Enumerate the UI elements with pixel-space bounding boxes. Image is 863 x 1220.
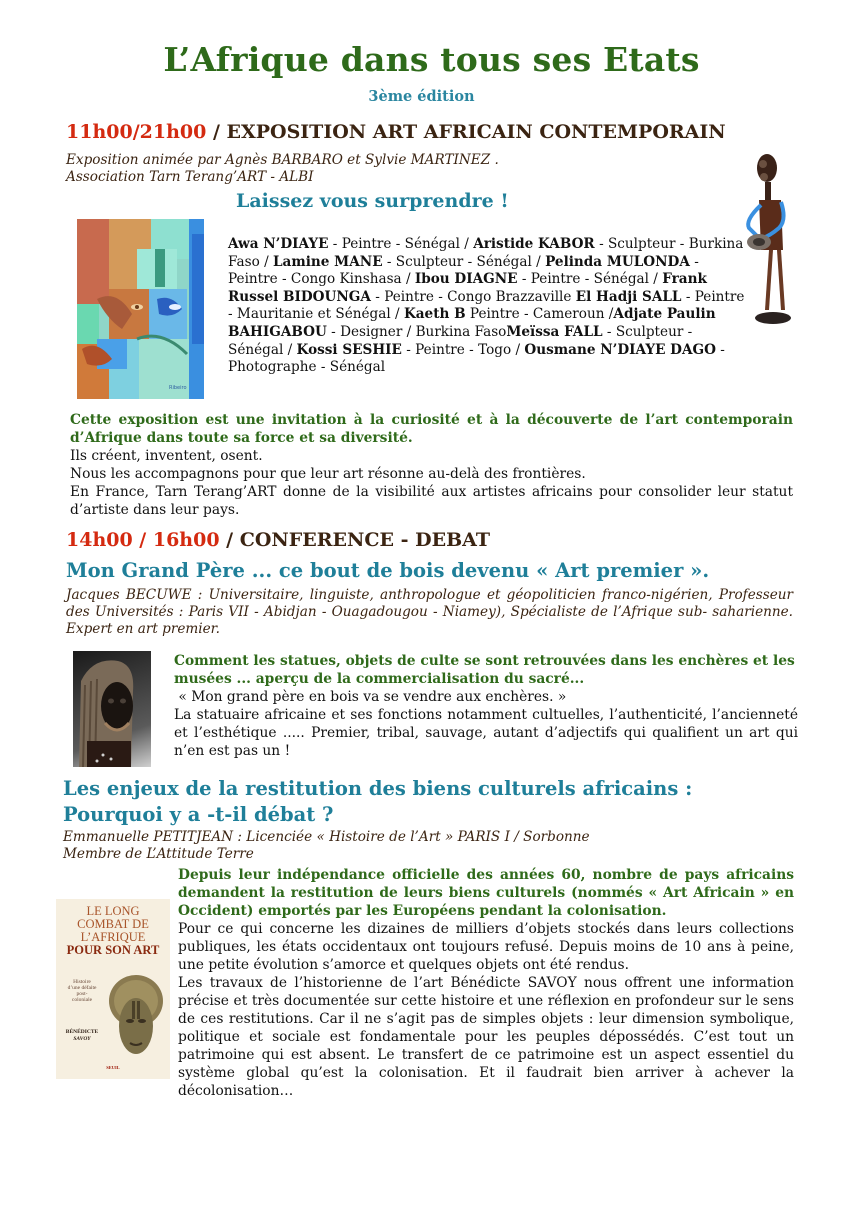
book-author-last: SAVOY — [73, 1036, 91, 1042]
artist-name: Ousmane N’DIAYE DAGO — [524, 341, 716, 358]
book-author — [58, 1029, 106, 1043]
artist-entry — [297, 342, 525, 358]
book-subtitle-line: post- — [76, 991, 88, 997]
exposition-hosts — [66, 152, 499, 186]
exposition-description — [70, 411, 793, 519]
artist-name: El Hadji SALL — [575, 288, 682, 305]
talk1-title: Mon Grand Père ... ce bout de bois devenu « Art premier ». — [66, 559, 710, 582]
talk2-speaker — [63, 829, 590, 863]
exposition-line-3: En France, Tarn Terang’ART donne de la visibilité aux artistes africains pour consolider leur statut d’artiste dans leur pays. — [70, 484, 793, 518]
artist-entry — [404, 306, 613, 322]
exposition-intro: Cette exposition est une invitation à la curiosité et à la découverte de l’art contemporain d’Afrique dans toute sa force et sa diversité. — [70, 412, 793, 446]
book-subtitle-line: Histoire — [73, 979, 91, 985]
exposition-line-2: Nous les accompagnons pour que leur art résonne au-delà des frontières. — [70, 466, 586, 482]
talk2-lead: Depuis leur indépendance officielle des années 60, nombre de pays africains demandent la restitution de leurs biens culturels (nommés « Art Africain » en Occident) emportés par les Européens pendant la colonisation. — [178, 867, 794, 919]
exposition-tagline: Laissez vous surprendre ! — [236, 190, 509, 212]
heading-separator: / — [206, 121, 227, 143]
artist-name: Aristide KABOR — [473, 236, 595, 252]
exposition-line-1: Ils créent, inventent, osent. — [70, 448, 263, 464]
talk2-speaker-line-1: Emmanuelle PETITJEAN : Licenciée « Histoire de l’Art » PARIS I / Sorbonne — [63, 829, 590, 845]
bronze-head-icon — [106, 971, 166, 1067]
book-subtitle-line: d’une défaite — [67, 985, 97, 991]
artists-list — [228, 236, 748, 377]
abstract-painting-image — [77, 219, 204, 399]
artist-entry — [228, 236, 473, 252]
edition-subtitle: 3ème édition — [368, 88, 475, 105]
artist-name: Adjate Paulin BAHIGABOU — [228, 306, 716, 340]
artist-name: Frank Russel BIDOUNGA — [228, 271, 707, 305]
hosts-line-1: Exposition animée par Agnès BARBARO et Sylvie MARTINEZ . — [66, 152, 499, 168]
artist-desc: - Peintre - Congo Brazzaville — [370, 288, 576, 305]
artist-desc: Peintre - Cameroun / — [465, 306, 614, 323]
artist-desc: - Peintre - Congo Kinshasa / — [228, 253, 699, 288]
mask-icon — [73, 651, 151, 767]
talk2-title-line-1: Les enjeux de la restitution des biens culturels africains : — [63, 777, 693, 800]
book-subtitle-line: coloniale — [71, 997, 93, 1003]
artist-name: Lamine MANE — [273, 253, 383, 270]
artist-desc: - Peintre - Mauritanie et Sénégal / — [228, 288, 745, 323]
artist-desc: - Peintre - Sénégal / — [517, 271, 663, 288]
book-subtitle — [58, 979, 106, 1003]
talk2-para-1: Pour ce qui concerne les dizaines de milliers d’objets stockés dans leurs collections publiques, les états occidentaux ont toujours refusé. Depuis moins de 10 ans à peine, une petite évolution s’amorce et quelques objets ont été rendus. — [178, 921, 794, 973]
conference-title: CONFERENCE - DEBAT — [239, 529, 490, 551]
book-title-line: L’AFRIQUE — [80, 930, 146, 944]
exposition-time: 11h00/21h00 — [66, 121, 207, 143]
exposition-title: EXPOSITION ART AFRICAIN CONTEMPORAIN — [226, 121, 726, 143]
book-title-line: COMBAT DE — [77, 917, 149, 931]
talk1-lead: Comment les statues, objets de culte se sont retrouvées dans les enchères et les musées ... aperçu de la commercialisation du sacré... — [174, 653, 795, 687]
talk1-body: La statuaire africaine et ses fonctions notamment cultuelles, l’authenticité, l’ancienneté et l’esthétique ..... Premier, tribal, sauvage, autant d’adjectifs qui qualifient un art qui n’en est pas un ! — [174, 707, 798, 759]
artist-name: Awa N’DIAYE — [228, 236, 329, 252]
hosts-line-2: Association Tarn Terang’ART - ALBI — [66, 169, 314, 185]
conference-time: 14h00 / 16h00 — [66, 529, 220, 551]
book-title — [56, 905, 170, 957]
artist-desc: - Designer / Burkina Faso — [326, 323, 507, 340]
artist-desc: - Sculpteur - Sénégal / — [382, 253, 546, 270]
talk1-speaker: Jacques BECUWE : Universitaire, linguiste, anthropologue et géopoliticien franco-nigérien, Professeur des Universités : Paris VII - Abidjan - Ouagadougou - Niamey), Spécialiste de l’Afrique sub- saharienne. Expert en art premier. — [66, 587, 793, 637]
exposition-heading — [66, 121, 726, 143]
talk1-description — [174, 652, 798, 760]
artist-name: Kossi SESHIE — [296, 341, 402, 358]
artist-desc: - Photographe - Sénégal — [228, 341, 725, 376]
artist-entry — [415, 271, 662, 287]
african-mask-image — [73, 651, 151, 767]
artist-name: Pelinda MULONDA — [545, 253, 690, 270]
heading-separator: / — [219, 529, 240, 551]
talk2-para-2: Les travaux de l’historienne de l’art Bénédicte SAVOY nous offrent une information précise et très documentée sur cette histoire et une réflexion en profondeur sur le sens de ces restitutions. Car il ne s’agit pas de simples objets : leur dimension symbolique, politique et sociale est fondamentale pour les peuples dépossédés. C’est tout un patrimoine qui est absent. Le transfert de ce patrimoine est un aspect essentiel du système global qu’est la colonisation. Et il faudrait bien arriver à achever la décolonisation… — [178, 975, 794, 1099]
artist-entry — [273, 254, 545, 270]
talk2-speaker-line-2: Membre de L’Attitude Terre — [63, 846, 254, 862]
talk2-title-line-2: Pourquoi y a -t-il débat ? — [63, 803, 334, 826]
book-title-bold: POUR SON ART — [66, 943, 160, 957]
book-title-line: LE LONG — [86, 904, 140, 918]
artist-name: Meïssa FALL — [506, 323, 603, 340]
artist-desc: - Peintre - Togo / — [401, 341, 525, 358]
painting-icon — [77, 219, 204, 399]
book-author-first: BÉNÉDICTE — [65, 1029, 99, 1035]
talk2-title — [63, 776, 692, 828]
artist-desc: - Sculpteur - Burkina Faso / — [228, 236, 744, 270]
artist-name: Ibou DIAGNE — [414, 271, 518, 288]
artist-desc: - Peintre - Sénégal / — [328, 236, 474, 252]
artist-name: Kaeth B — [403, 306, 466, 323]
talk1-quote: « Mon grand père en bois va se vendre aux enchères. » — [174, 689, 567, 705]
book-cover-image — [56, 899, 170, 1079]
artist-desc: - Sculpteur - Sénégal / — [228, 323, 693, 358]
svg-text:Ribeiro: Ribeiro — [169, 385, 187, 391]
page-title: L’Afrique dans tous ses Etats — [163, 40, 700, 79]
conference-heading — [66, 529, 490, 551]
talk2-description — [178, 866, 794, 1100]
book-publisher: SEUIL — [106, 1065, 120, 1070]
